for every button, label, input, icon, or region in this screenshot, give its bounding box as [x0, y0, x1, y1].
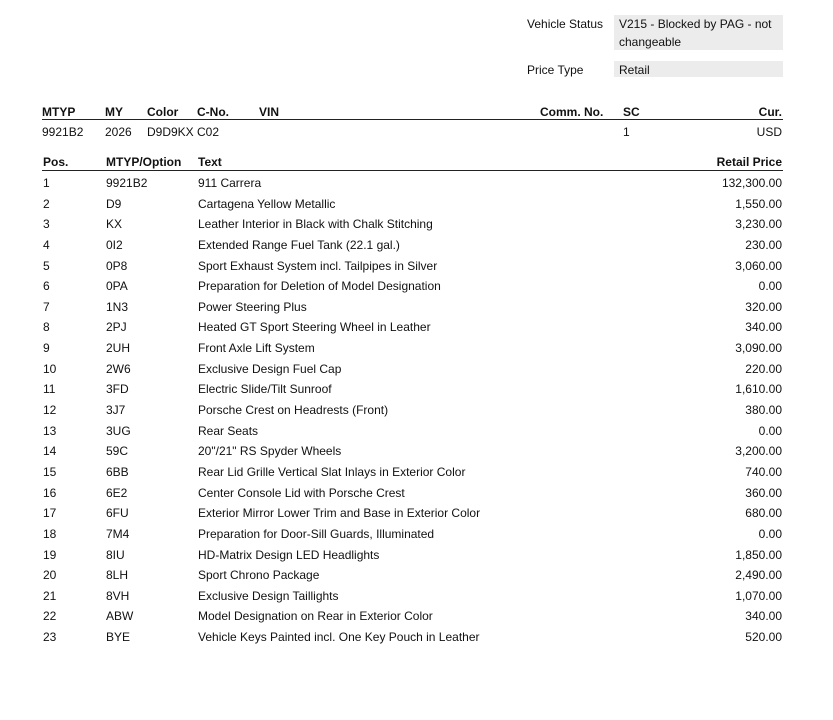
row-pos: 16	[43, 485, 57, 500]
header-cur-value: USD	[756, 125, 782, 139]
row-option-code: BYE	[106, 630, 131, 645]
row-price: 0.00	[758, 279, 782, 294]
table-row	[0, 589, 833, 610]
row-option-code: 8LH	[106, 568, 129, 583]
row-option-code: 8IU	[106, 547, 125, 562]
column-text-header: Text	[198, 155, 222, 169]
row-price: 340.00	[745, 320, 782, 335]
row-price: 0.00	[758, 526, 782, 541]
vehicle-status-value: V215 - Blocked by PAG - not changeable	[614, 15, 783, 50]
row-option-code: 3J7	[106, 403, 126, 418]
header-cur-label: Cur.	[758, 105, 782, 119]
table-row	[0, 548, 833, 569]
row-price: 740.00	[745, 464, 782, 479]
row-price: 3,090.00	[735, 341, 782, 356]
table-row	[0, 279, 833, 300]
table-row	[0, 382, 833, 403]
row-description: Front Axle Lift System	[198, 341, 315, 356]
row-pos: 19	[43, 547, 57, 562]
row-price: 220.00	[745, 361, 782, 376]
row-option-code: 0PA	[106, 279, 128, 294]
column-price-header: Retail Price	[716, 155, 782, 169]
header-color-value: D9D9KX	[147, 125, 194, 139]
header-cno-label: C-No.	[197, 105, 229, 119]
table-row	[0, 300, 833, 321]
table-row	[0, 527, 833, 548]
row-description: Exclusive Design Taillights	[198, 588, 339, 603]
table-row	[0, 609, 833, 630]
header-divider	[42, 119, 783, 120]
row-price: 230.00	[745, 237, 782, 252]
row-description: Power Steering Plus	[198, 299, 307, 314]
row-description: Model Designation on Rear in Exterior Color	[198, 609, 433, 624]
row-option-code: 9921B2	[106, 176, 148, 190]
row-price: 680.00	[745, 506, 782, 521]
row-description: Extended Range Fuel Tank (22.1 gal.)	[198, 237, 400, 252]
row-price: 340.00	[745, 609, 782, 624]
row-option-code: 8VH	[106, 588, 130, 603]
row-description: Sport Chrono Package	[198, 568, 320, 583]
row-pos: 14	[43, 444, 57, 459]
row-price: 132,300.00	[721, 176, 782, 190]
header-color-label: Color	[147, 105, 179, 119]
row-price: 520.00	[745, 630, 782, 645]
column-option-header: MTYP/Option	[106, 155, 182, 169]
table-row	[0, 444, 833, 465]
row-option-code: 6FU	[106, 506, 129, 521]
row-pos: 1	[43, 176, 50, 190]
row-price: 3,230.00	[735, 217, 782, 232]
row-pos: 15	[43, 464, 57, 479]
row-price: 1,550.00	[735, 196, 782, 211]
header-my-label: MY	[105, 105, 123, 119]
row-pos: 3	[43, 217, 50, 232]
row-description: 911 Carrera	[198, 176, 262, 190]
row-pos: 12	[43, 403, 57, 418]
row-price: 3,200.00	[735, 444, 782, 459]
row-option-code: D9	[106, 196, 122, 211]
row-price: 2,490.00	[735, 568, 782, 583]
vehicle-status-label: Vehicle Status	[527, 17, 604, 31]
row-pos: 21	[43, 588, 57, 603]
row-pos: 8	[43, 320, 50, 335]
row-price: 380.00	[745, 403, 782, 418]
row-description: Heated GT Sport Steering Wheel in Leather	[198, 320, 431, 335]
table-row	[0, 424, 833, 445]
header-mtyp-value: 9921B2	[42, 125, 84, 139]
row-pos: 18	[43, 526, 57, 541]
row-price: 1,610.00	[735, 382, 782, 397]
row-pos: 22	[43, 609, 57, 624]
row-option-code: 2UH	[106, 341, 131, 356]
row-description: Electric Slide/Tilt Sunroof	[198, 382, 332, 397]
row-option-code: KX	[106, 217, 123, 232]
row-pos: 9	[43, 341, 50, 356]
table-header-divider	[42, 170, 783, 171]
table-row	[0, 341, 833, 362]
table-row	[0, 465, 833, 486]
row-option-code: 7M4	[106, 526, 130, 541]
header-sc-label: SC	[623, 105, 640, 119]
row-price: 1,070.00	[735, 588, 782, 603]
header-sc-value: 1	[623, 125, 630, 139]
row-description: Sport Exhaust System incl. Tailpipes in Silver	[198, 258, 438, 273]
row-price: 320.00	[745, 299, 782, 314]
row-description: 20"/21" RS Spyder Wheels	[198, 444, 342, 459]
price-type-value: Retail	[614, 61, 783, 77]
row-pos: 2	[43, 196, 50, 211]
row-option-code: 0P8	[106, 258, 128, 273]
table-row	[0, 568, 833, 589]
table-row	[0, 506, 833, 527]
row-description: Rear Seats	[198, 423, 259, 438]
header-my-value: 2026	[105, 125, 132, 139]
row-pos: 20	[43, 568, 57, 583]
table-row	[0, 486, 833, 507]
row-pos: 5	[43, 258, 50, 273]
table-row	[0, 259, 833, 280]
table-row	[0, 403, 833, 424]
row-description: Vehicle Keys Painted incl. One Key Pouch in Leather	[198, 630, 480, 645]
column-pos-header: Pos.	[43, 155, 69, 169]
table-row	[0, 176, 833, 197]
row-option-code: 2W6	[106, 361, 131, 376]
row-price: 360.00	[745, 485, 782, 500]
row-pos: 6	[43, 279, 50, 294]
table-row	[0, 197, 833, 218]
header-mtyp-label: MTYP	[42, 105, 76, 119]
row-price: 3,060.00	[735, 258, 782, 273]
table-row	[0, 238, 833, 259]
row-option-code: ABW	[106, 609, 134, 624]
row-description: Porsche Crest on Headrests (Front)	[198, 403, 389, 418]
row-option-code: 59C	[106, 444, 129, 459]
row-option-code: 0I2	[106, 237, 123, 252]
options-table-body	[0, 176, 833, 651]
row-option-code: 1N3	[106, 299, 129, 314]
table-row	[0, 362, 833, 383]
header-cno-value: C02	[197, 125, 220, 139]
row-price: 1,850.00	[735, 547, 782, 562]
row-pos: 23	[43, 630, 57, 645]
row-pos: 17	[43, 506, 57, 521]
row-description: Cartagena Yellow Metallic	[198, 196, 336, 211]
price-type-label: Price Type	[527, 63, 584, 77]
row-option-code: 2PJ	[106, 320, 127, 335]
row-description: Exterior Mirror Lower Trim and Base in Exterior Color	[198, 506, 481, 521]
table-row	[0, 630, 833, 651]
row-option-code: 6E2	[106, 485, 128, 500]
row-description: Preparation for Deletion of Model Designation	[198, 279, 441, 294]
row-price: 0.00	[758, 423, 782, 438]
table-row	[0, 217, 833, 238]
row-pos: 7	[43, 299, 50, 314]
row-description: Leather Interior in Black with Chalk Stitching	[198, 217, 433, 232]
row-pos: 10	[43, 361, 57, 376]
header-comm-no-label: Comm. No.	[540, 105, 604, 119]
row-description: HD-Matrix Design LED Headlights	[198, 547, 380, 562]
header-vin-label: VIN	[259, 105, 280, 119]
row-pos: 13	[43, 423, 57, 438]
row-option-code: 3UG	[106, 423, 131, 438]
row-description: Rear Lid Grille Vertical Slat Inlays in Exterior Color	[198, 464, 466, 479]
row-option-code: 3FD	[106, 382, 129, 397]
row-pos: 11	[43, 382, 56, 397]
table-row	[0, 320, 833, 341]
row-pos: 4	[43, 237, 50, 252]
row-option-code: 6BB	[106, 464, 129, 479]
row-description: Exclusive Design Fuel Cap	[198, 361, 342, 376]
row-description: Center Console Lid with Porsche Crest	[198, 485, 405, 500]
row-description: Preparation for Door-Sill Guards, Illuminated	[198, 526, 435, 541]
